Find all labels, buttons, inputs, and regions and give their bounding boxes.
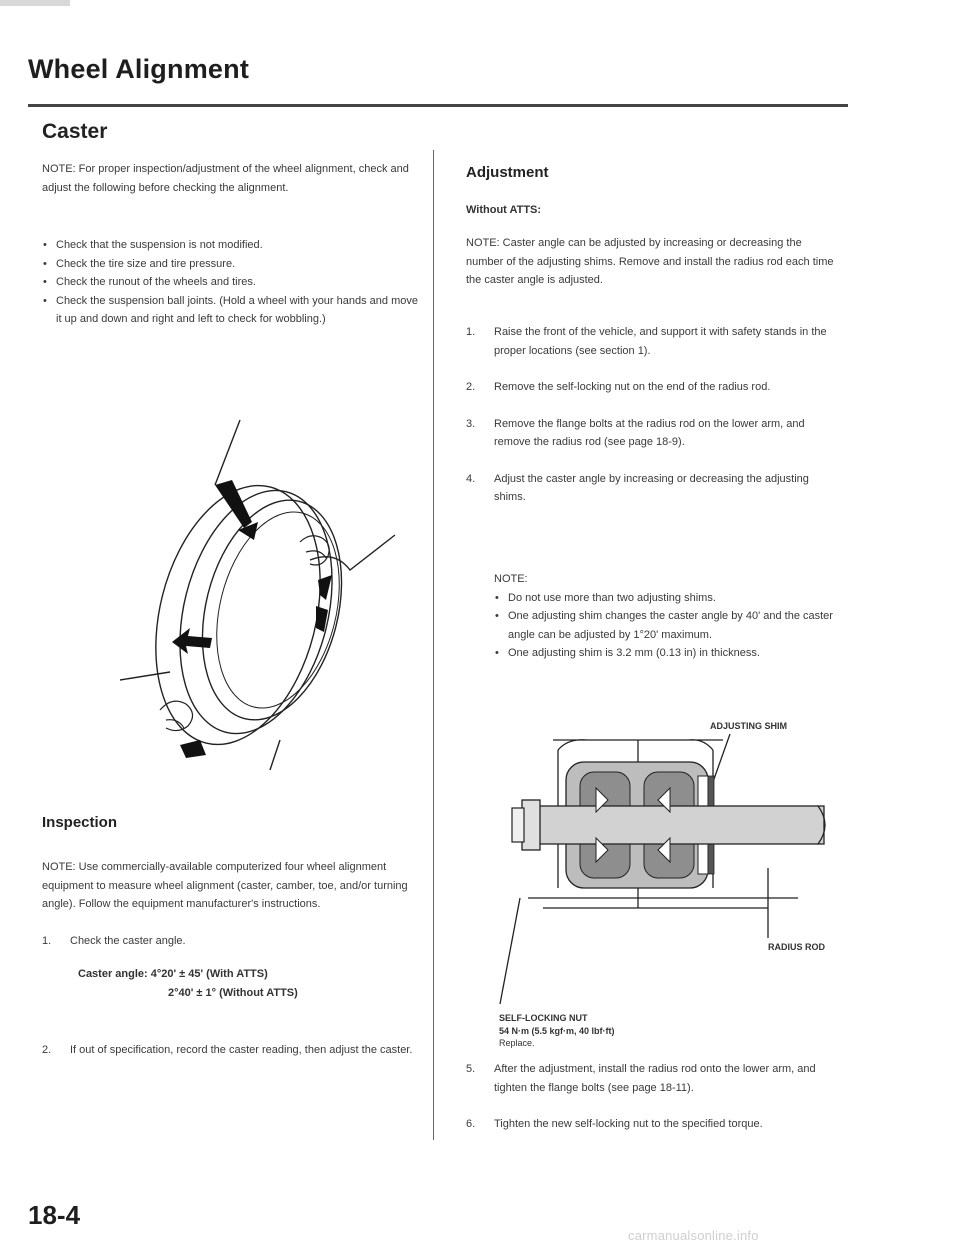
wheel-wobble-illustration [120,410,420,790]
page-title: Wheel Alignment [28,54,250,84]
inspection-note: NOTE: Use commercially-available computerized four wheel alignment equipment to measure wheel alignment (caster, camber, toe, and/or turning angle). Follow the equipment manufacturer's instructions. [42,861,408,910]
step-text: Remove the self-locking nut on the end of the radius rod. [494,381,771,393]
shim-notes [494,570,834,663]
watermark: carmanualsonline.info [628,1228,759,1243]
adjustment-step [466,1060,838,1097]
check-item: • Check the tire size and tire pressure. [42,255,418,274]
title-rule [28,104,848,107]
adjustment-step [466,378,838,397]
radius-rod-shim-diagram [498,718,850,1018]
step-text: After the adjustment, install the radius rod onto the lower arm, and tighten the flange bolts (see page 18-11). [494,1063,816,1094]
step-number: 5. [466,1063,476,1075]
label-radius-rod: RADIUS ROD [768,942,826,952]
subheading-without-atts: Without ATTS: [466,204,542,216]
replace-note: Replace. [499,1038,535,1048]
step-text: Raise the front of the vehicle, and support it with safety stands in the proper locations (see section 1). [494,326,827,357]
adjustment-step [466,1115,838,1134]
inspection-step [42,1041,446,1060]
adjustment-steps [466,323,838,525]
section-title-adjustment: Adjustment [466,164,549,181]
adjustment-steps-final [466,1060,838,1152]
shim-note-item: • Do not use more than two adjusting shims. [494,589,834,608]
check-item: • Check the runout of the wheels and tires. [42,273,418,292]
step-text: Check the caster angle. [70,935,186,947]
pre-check-list [42,236,418,329]
step-text: Adjust the caster angle by increasing or decreasing the adjusting shims. [494,472,809,503]
section-title-inspection: Inspection [42,814,118,831]
check-item: • Check that the suspension is not modified. [42,236,418,255]
shim-note-item: • One adjusting shim changes the caster angle by 40' and the caster angle can be adjusted by 1°20' maximum. [494,607,834,644]
step-text: Tighten the new self-locking nut to the specified torque. [494,1118,763,1130]
spec-line: Caster angle: 4°20' ± 45' (With ATTS) [78,968,268,980]
check-item: • Check the suspension ball joints. (Hold a wheel with your hands and move it up and down and right and left to check for wobbling.) [42,292,418,329]
caster-note: NOTE: For proper inspection/adjustment of the wheel alignment, check and adjust the following before checking the alignment. [42,163,409,194]
step-number: 1. [42,935,52,947]
adjustment-note: NOTE: Caster angle can be adjusted by increasing or decreasing the number of the adjusting shims. Remove and install the radius rod each time the caster angle is adjusted. [466,237,834,286]
label-adjusting-shim: ADJUSTING SHIM [710,721,788,731]
label-self-locking-nut: SELF-LOCKING NUT [499,1013,588,1023]
step-number: 1. [466,326,476,338]
top-edge-strip [0,0,70,6]
nut-torque-caption [499,1012,719,1050]
adjustment-step [466,415,838,452]
spec-line: 2°40' ± 1° (Without ATTS) [168,987,298,999]
step-number: 2. [466,381,476,393]
torque-spec: 54 N·m (5.5 kgf·m, 40 lbf·ft) [499,1025,615,1036]
step-number: 4. [466,472,476,485]
adjustment-step [466,323,838,360]
step-text: If out of specification, record the caster reading, then adjust the caster. [70,1043,413,1056]
step-number: 6. [466,1118,476,1130]
step-text: Remove the flange bolts at the radius rod on the lower arm, and remove the radius rod (see page 18-9). [494,417,805,448]
notes-label: NOTE: [494,573,528,585]
column-divider [433,150,434,1140]
shim-note-item: • One adjusting shim is 3.2 mm (0.13 in) in thickness. [494,644,834,663]
inspection-step [42,932,446,951]
caster-angle-spec [78,965,428,1003]
adjustment-step [466,470,838,507]
step-number: 3. [466,417,476,430]
section-title-caster: Caster [42,120,108,143]
page-number: 18-4 [28,1200,81,1230]
step-number: 2. [42,1043,52,1056]
